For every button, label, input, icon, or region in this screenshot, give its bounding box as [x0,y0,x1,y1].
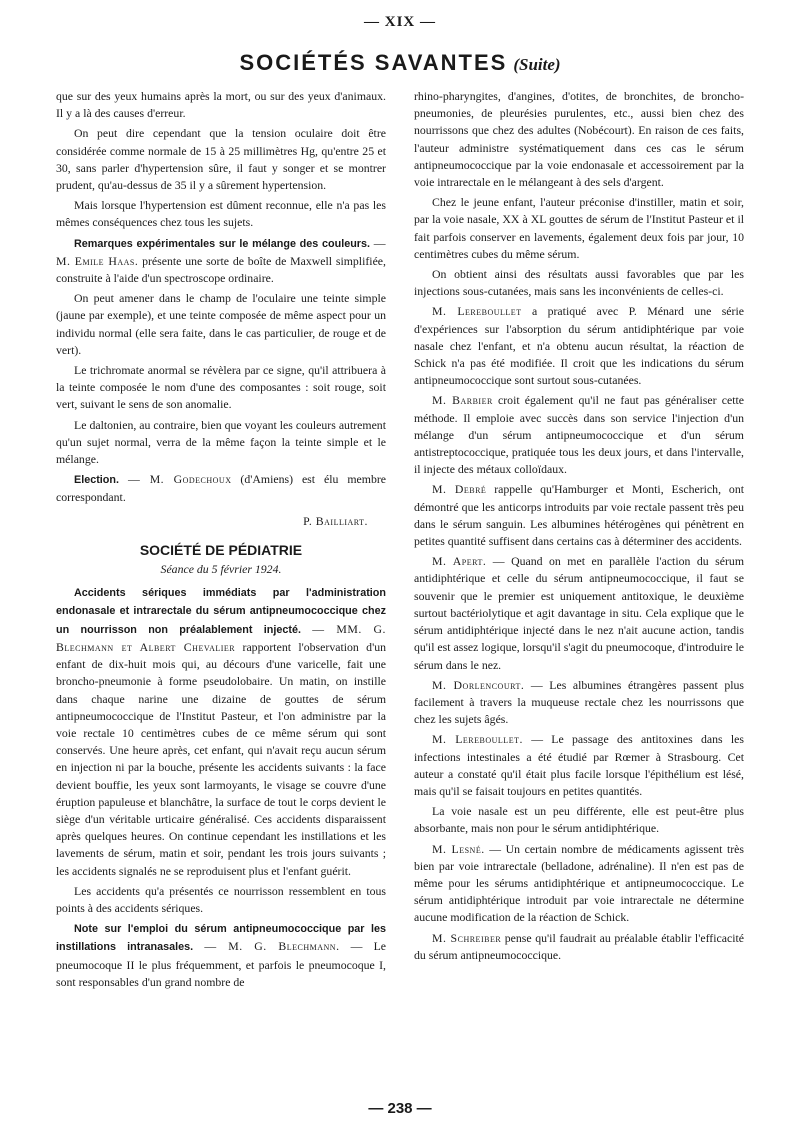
paragraph: On peut dire cependant que la tension oculaire doit être considérée comme normale de 15 à 25 millimètres Hg, qu'entre 25 et 30, sans parler d'hypertension sûre, il faut y songer et se montrer prudent, qu'au-dessus de 35 il y a sûrement hypertension. [56,126,386,193]
paragraph: M. Lereboullet a pratiqué avec P. Ménard une série d'expériences sur l'absorption du sérum antidiphtérique par voie nasale chez l'enfant, et n'a obtenu aucun résultat, la réaction de Schick n'a pas été modifiée. Il croit que les indications du sérum antipneumococcique sont surtout sous-cutanées. [414,304,744,388]
title-suite: (Suite) [513,55,561,74]
page-number: — 238 — [368,1100,432,1117]
author: — M. G. Blechmann. [204,939,340,954]
paragraph: M. Lesné. — Un certain nombre de médicaments agissent très bien par voie intrarectale (belladone, adrénaline). Il n'en est pas de même pour les sérums antidiphtérique et antipneumococcique. Le sérum antidiphtérique introduit par voie intrarectale ne détermine aucune modification de la réaction de Schick. [414,841,744,925]
page-title [0,50,800,76]
author: — M. Emile Haas. [56,235,386,268]
author: M. Lereboullet. [432,732,523,747]
author: — M. Godechoux [127,472,232,487]
author: M. Dorlencourt. [432,677,525,692]
paragraph: M. Debré rappelle qu'Hamburger et Monti, Escherich, ont démontré que les anticorps introduits par voie rectale passent très peu dans le sérum sanguin. Les albumines hétérogènes qui pénètrent en petites quantité suffisent dans certains cas à déterminer des accidents. [414,482,744,549]
author: M. Schreiber [432,930,502,945]
paragraph: que sur des yeux humains après la mort, ou sur des yeux d'animaux. Il y a là des causes d'erreur. [56,89,386,121]
paragraph: Chez le jeune enfant, l'auteur préconise d'instiller, matin et soir, par la voie nasale, XX à XL gouttes de sérum de l'Institut Pasteur et il fait parfois conserver en lavements, également deux fois par jour, 10 centimètres cubes du même sérum. [414,195,744,261]
right-column [414,88,744,967]
paragraph: M. Barbier croit également qu'il ne faut pas généraliser cette méthode. Il emploie avec succès dans son service l'injection d'un mélange d'un sérum antipneumococcique et d'un sérum antistreptococcique, pratiquée tous les deux jours, et dans l'intervalle, il injecte des métaux colloïdaux. [414,393,745,477]
paragraph: On obtient ainsi des résultats aussi favorables que par les injections sous-cutanées, mais sans les inconvénients de celles-ci. [414,267,744,299]
paragraph-title: Note sur l'emploi du sérum antipneumococcique par les instillations intranasales. [56,923,386,954]
author: M. Lesné. [432,841,485,856]
running-page-number: — XIX — [363,14,436,30]
paragraph: M. Dorlencourt. — Les albumines étrangères passent plus facilement à travers la muqueuse rectale chez les nourrissons que chez les sujets âgés. [414,677,745,727]
paragraph: rhino-pharyngites, d'angines, d'otites, de bronchites, de broncho-pneumonies, de pleurésies purulentes, etc., aussi bien chez des nourrissons que chez des adultes (Nobécourt). En raison de ces faits, l'auteur administre systématiquement dans ces cas le sérum antipneumococcique par la voie endonasale et accessoirement par la voie intrarectale en le mélangeant à des sels d'argent. [414,89,744,190]
paragraph: Election. — M. Godechoux (d'Amiens) est élu membre correspondant. [56,472,387,505]
paragraph: M. Lereboullet. — Le passage des antitoxines dans les infections intestinales a été étudié par Rœmer à Strasbourg. Cet auteur a constaté qu'il était plus facile lorsque l'épithélium est lésé, mais qu'il se faisait toujours en petites quantités. [414,732,744,798]
paragraph-title: Accidents sériques immédiats par l'administration endonasale et intrarectale du sérum antipneumococcique chez un nourrisson non préalablement injecté. [56,587,386,636]
paragraph-title: Election. [74,474,119,487]
paragraph: Accidents sériques immédiats par l'administration endonasale et intrarectale du sérum antipneumococcique chez un nourrisson non préalablement injecté. — MM. G. Blechmann et Albert Chevalier rapportent l'observation d'un enfant de dix-huit mois qui, au décours d'une varicelle, fait une broncho-pneumonie à forme pseudolobaire. Un matin, on instille dans chaque narine une dizaine de gouttes de sérum antipneumococcique de l'Institut Pasteur, et l'on administre par la voie rectale 10 centimètres cubes de ce même sérum qui sont conservés. Une heure après, cet enfant, qui n'avait reçu aucun sérum en injection ni par la bouche, présente les accidents suivants : la face devient bouffie, les yeux sont larmoyants, le visage se couvre d'une éruption papuleuse et blanchâtre, la surface de tout le corps devient le siège d'un véritable urticaire généralisé. Ces accidents disparaissent après quelques heures. On continue cependant les instillations et les lavements de sérum, matin et soir, pendant les trois jours suivants ; les accidents signalés ne se reproduisent plus et l'enfant guérit. [56,587,386,878]
author: M. Barbier [432,393,493,408]
paragraph-title: Remarques expérimentales sur le mélange des couleurs. [74,237,371,250]
author: — MM. G. Blechmann et Albert Chevalier [56,621,386,654]
paragraph: M. Apert. — Quand on met en parallèle l'action du sérum antidiphtérique et celle du sérum antipneumococcique, il faut se souvenir que le premier est uniquement antitoxique, le deuxième surtout bactériolytique et agit davantage in situ. Cela explique que le sérum antidiphtérique injecté dans le nez n'ait aucune action, tandis qu'il est assez logique, lorsqu'il s'agit du pneumocoque, d'introduire le sérum dans le nez. [414,554,744,672]
title-text: SOCIÉTÉS SAVANTES [239,50,508,75]
paragraph: Le trichromate anormal se révèlera par ce signe, qu'il attribuera à la teinte composée le nom d'une des composantes : soit rouge, soit vert, suivant le sens de son anomalie. [56,363,386,412]
paragraph: Note sur l'emploi du sérum antipneumococcique par les instillations intranasales. — M. G. Blechmann. — Le pneumocoque II le plus fréquemment, et parfois le pneumocoque I, sont responsables d'un grand nombre de [56,923,387,989]
author: M. Debré [432,482,487,497]
author: M. Lereboullet [432,304,522,319]
paragraph: Mais lorsque l'hypertension est dûment reconnue, elle n'a pas les mêmes conséquences chez tous les sujets. [56,198,386,230]
paragraph: Les accidents qu'a présentés ce nourrisson ressemblent en tous points à des accidents sériques. [56,883,386,915]
paragraph: La voie nasale est un peu différente, elle est peut-être plus absorbante, mais non pour le sérum antidiphtérique. [414,804,744,836]
section-date: Séance du 5 février 1924. [160,562,282,577]
left-column [56,88,386,994]
paragraph: Remarques expérimentales sur le mélange des couleurs. — M. Emile Haas. présente une sorte de boîte de Maxwell simplifiée, construite à l'aide d'un spectroscope ordinaire. [56,235,386,286]
paragraph: Le daltonien, au contraire, bien que voyant les couleurs autrement qu'un sujet normal, verra de la même façon la teinte simple et le mélange. [56,417,386,467]
author: M. Apert. [432,554,487,569]
section-title: SOCIÉTÉ DE PÉDIATRIE [139,541,303,558]
paragraph: On peut amener dans le champ de l'oculaire une teinte simple (jaune par exemple), et une teinte composée de même aspect pour un individu normal (elle sera faite, dans le cas particulier, de rouge et de vert). [56,291,386,357]
signature: P. Bailliart. [303,513,368,528]
paragraph: M. Schreiber pense qu'il faudrait au préalable établir l'efficacité du sérum antipneumococcique. [414,930,744,962]
